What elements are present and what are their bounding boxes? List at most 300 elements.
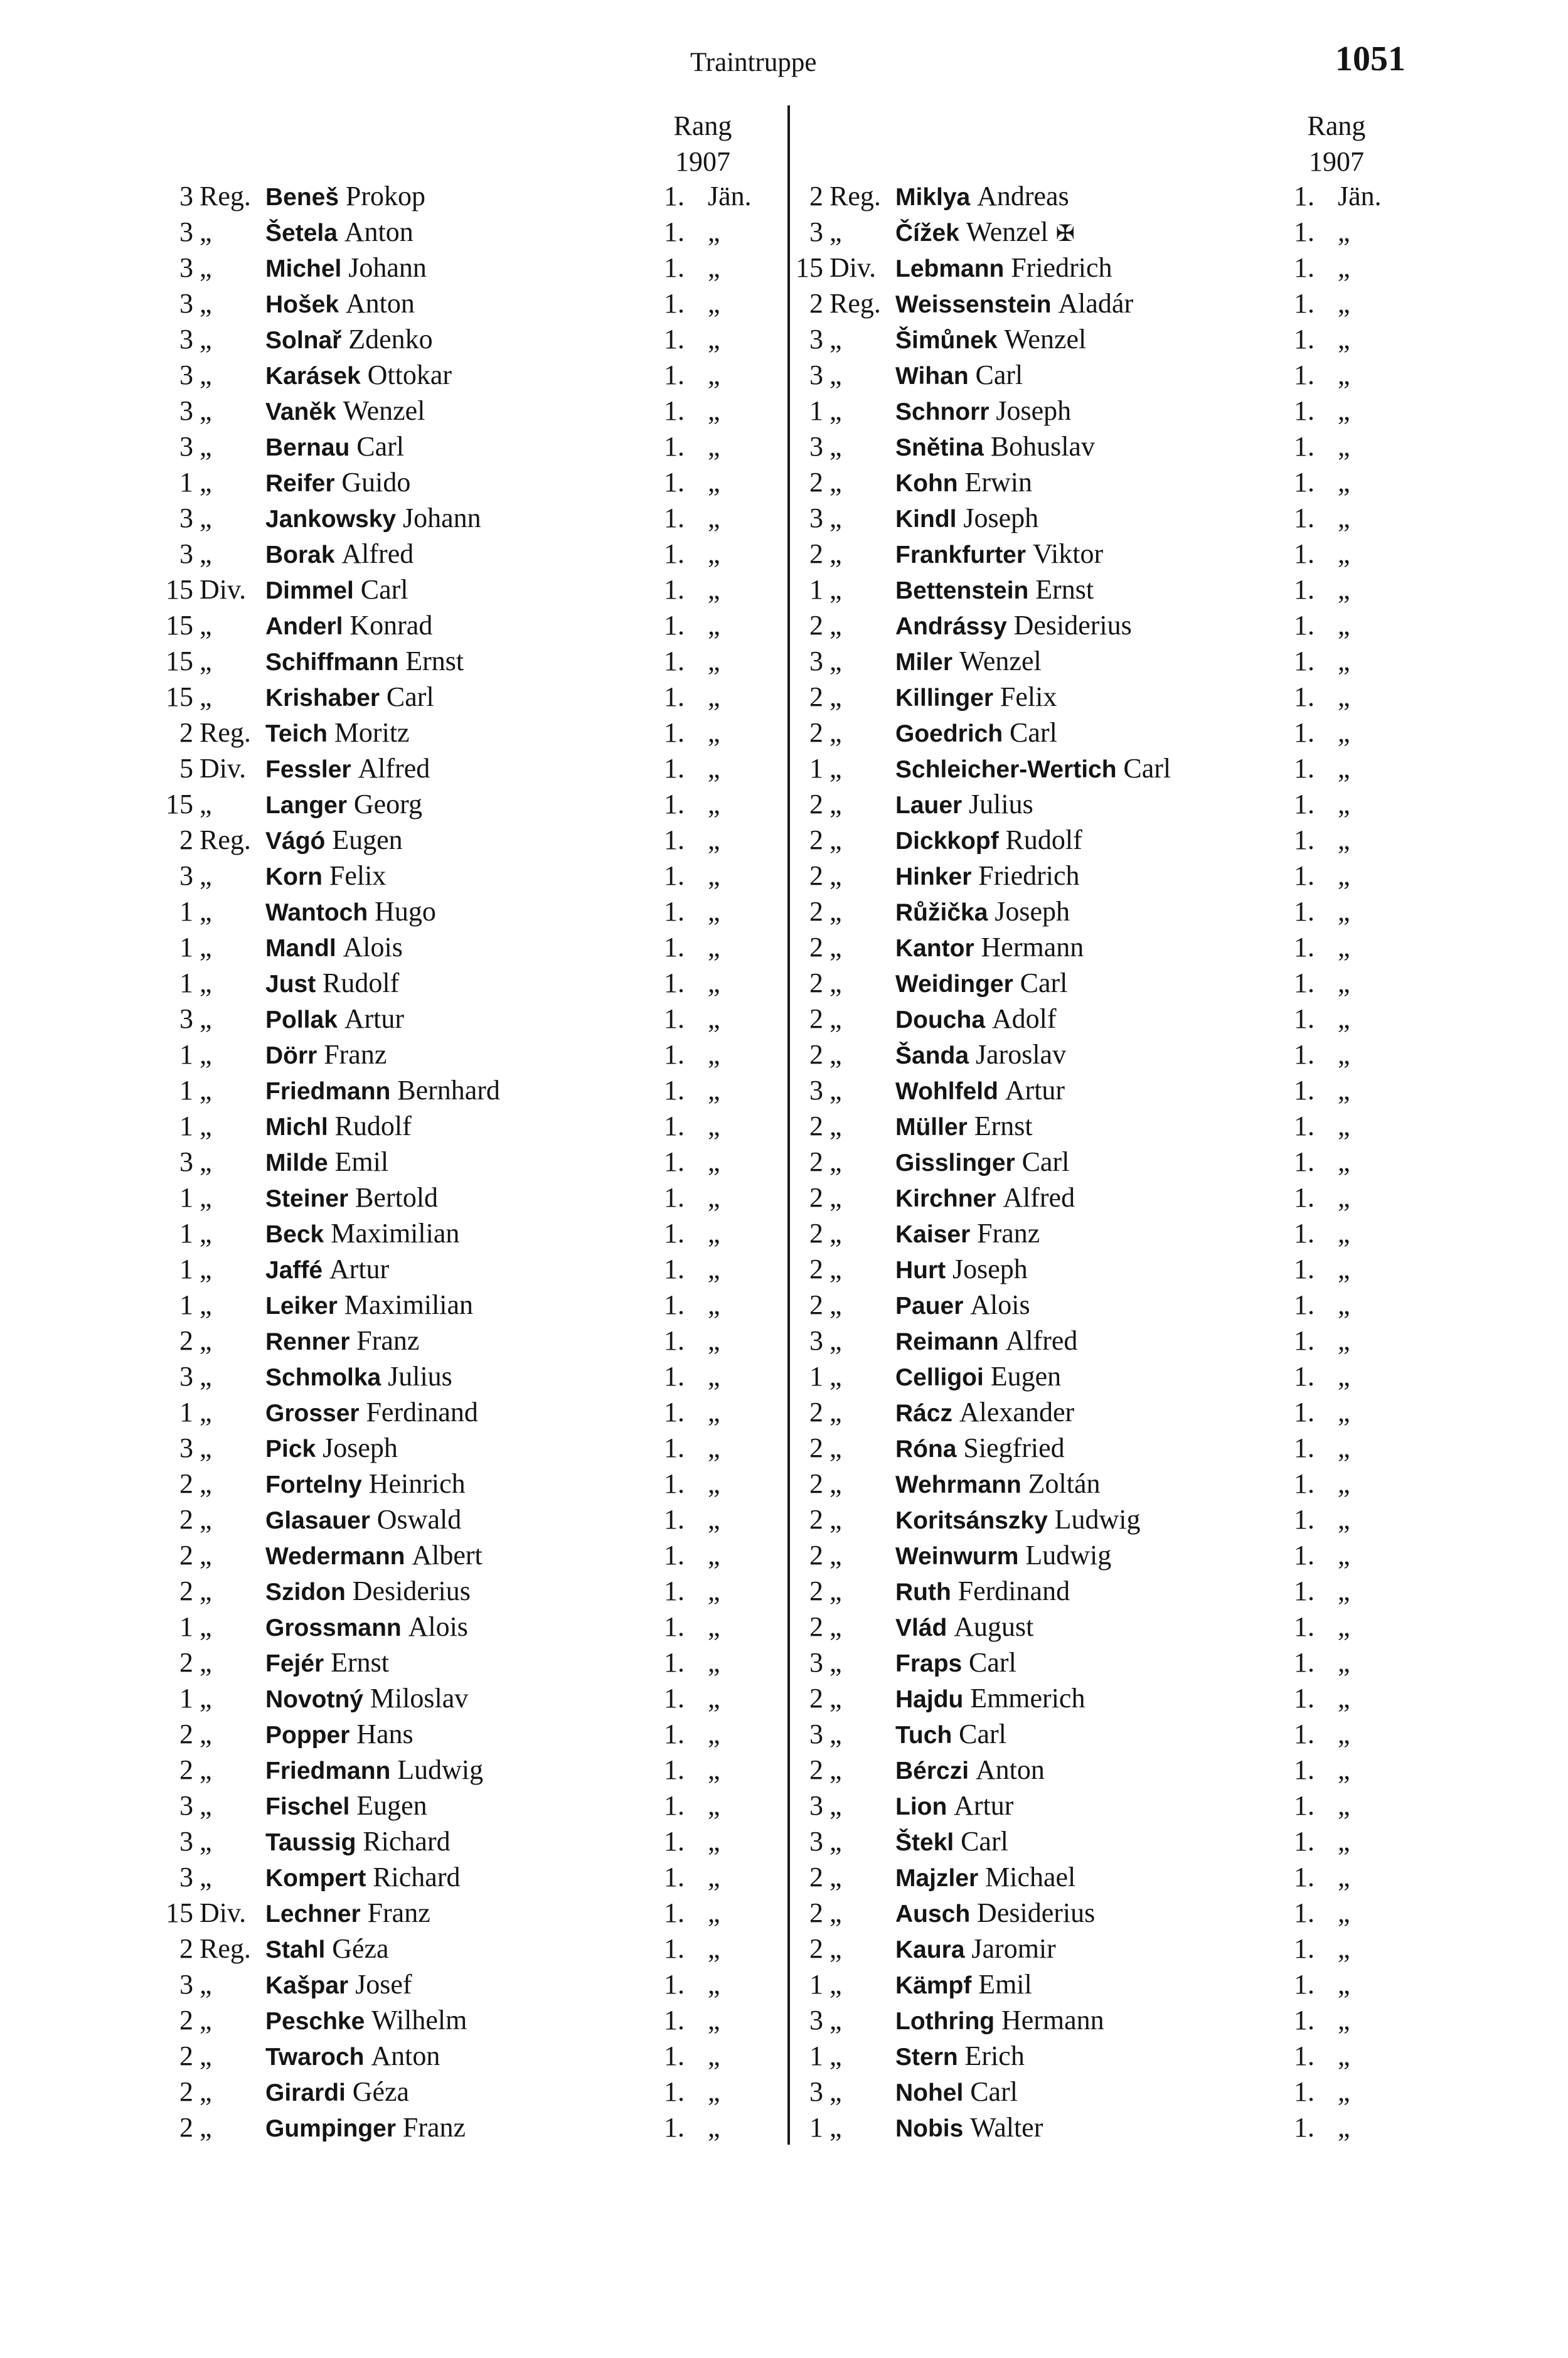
unit-type: „ bbox=[829, 1897, 842, 1928]
first-name: Konrad bbox=[349, 610, 433, 641]
rang-month: „ bbox=[708, 1289, 720, 1320]
unit-number: 2 bbox=[809, 1182, 823, 1213]
surname: Vágó Eugen bbox=[265, 824, 403, 855]
list-item bbox=[162, 321, 902, 357]
surname: Nohel Carl bbox=[895, 2076, 1018, 2107]
list-item bbox=[162, 1251, 902, 1287]
unit-number: 2 bbox=[809, 1111, 823, 1141]
unit-number: 2 bbox=[179, 824, 193, 855]
rang-day: 1. bbox=[1294, 1146, 1315, 1177]
rang-day: 1. bbox=[1294, 1075, 1315, 1106]
unit-number: 1 bbox=[179, 1611, 193, 1642]
unit-number: 3 bbox=[179, 1003, 193, 1034]
unit-number: 2 bbox=[809, 968, 823, 998]
list-item bbox=[792, 786, 1532, 822]
unit-number: 3 bbox=[809, 1325, 823, 1356]
surname: Bettenstein Ernst bbox=[895, 574, 1094, 605]
rang-month: „ bbox=[1338, 1826, 1350, 1857]
list-item bbox=[792, 1358, 1532, 1394]
unit-number: 2 bbox=[809, 1540, 823, 1571]
rang-day: 1. bbox=[1294, 610, 1315, 641]
rang-month: „ bbox=[708, 1218, 720, 1249]
unit-number: 15 bbox=[166, 681, 193, 712]
list-item bbox=[162, 464, 902, 500]
rang-year: 1907 bbox=[1309, 146, 1364, 177]
first-name: Eugen bbox=[356, 1790, 427, 1821]
surname: Kaiser Franz bbox=[895, 1218, 1040, 1249]
unit-type: „ bbox=[829, 860, 842, 891]
rang-month: „ bbox=[1338, 1611, 1350, 1642]
rang-month: „ bbox=[1338, 1754, 1350, 1785]
surname: Koritsánszky Ludwig bbox=[895, 1504, 1141, 1535]
first-name: Carl bbox=[970, 2076, 1018, 2107]
surname: Fejér Ernst bbox=[265, 1647, 389, 1678]
unit-number: 1 bbox=[179, 1075, 193, 1106]
rang-month: „ bbox=[1338, 2041, 1350, 2071]
rang-day: 1. bbox=[1294, 1683, 1315, 1714]
rang-month: „ bbox=[708, 252, 720, 283]
list-item bbox=[162, 1788, 902, 1823]
left-column-list bbox=[162, 178, 902, 2145]
first-name: Joseph bbox=[996, 395, 1072, 426]
rang-month: „ bbox=[708, 1897, 720, 1928]
unit-type: „ bbox=[200, 1218, 212, 1249]
unit-type: „ bbox=[829, 896, 842, 927]
unit-number: 2 bbox=[179, 1540, 193, 1571]
first-name: Felix bbox=[329, 860, 387, 891]
unit-type: „ bbox=[829, 1111, 842, 1141]
surname: Wihan Carl bbox=[895, 360, 1023, 390]
unit-type: Reg. bbox=[829, 181, 881, 211]
unit-type: „ bbox=[829, 467, 842, 498]
unit-type: „ bbox=[200, 1862, 212, 1892]
first-name: Carl bbox=[1123, 753, 1171, 784]
unit-number: 3 bbox=[179, 860, 193, 891]
surname: Rácz Alexander bbox=[895, 1397, 1075, 1427]
surname: Frankfurter Viktor bbox=[895, 538, 1104, 569]
unit-number: 2 bbox=[179, 1325, 193, 1356]
unit-type: „ bbox=[200, 1075, 212, 1106]
unit-type: „ bbox=[829, 1826, 842, 1857]
unit-number: 2 bbox=[809, 1397, 823, 1427]
rang-day: 1. bbox=[664, 2041, 685, 2071]
surname: Langer Georg bbox=[265, 789, 423, 819]
list-item bbox=[162, 393, 902, 429]
unit-number: 2 bbox=[809, 1504, 823, 1535]
surname: Šetela Anton bbox=[265, 216, 413, 247]
unit-number: 2 bbox=[809, 1432, 823, 1463]
rang-month: „ bbox=[708, 2076, 720, 2107]
unit-number: 3 bbox=[809, 1719, 823, 1749]
surname: Pauer Alois bbox=[895, 1289, 1030, 1320]
unit-type: „ bbox=[200, 860, 212, 891]
list-item bbox=[792, 1788, 1532, 1823]
list-item bbox=[162, 536, 902, 572]
unit-type: Reg. bbox=[200, 824, 251, 855]
unit-type: „ bbox=[200, 2041, 212, 2071]
list-item bbox=[162, 357, 902, 393]
unit-number: 2 bbox=[809, 824, 823, 855]
first-name: Ludwig bbox=[397, 1754, 484, 1785]
rang-day: 1. bbox=[664, 1540, 685, 1571]
list-item bbox=[162, 1108, 902, 1144]
list-item bbox=[162, 1931, 902, 1966]
list-item bbox=[792, 2038, 1532, 2074]
rang-day: 1. bbox=[664, 252, 685, 283]
first-name: Géza bbox=[352, 2076, 410, 2107]
unit-number: 2 bbox=[179, 2076, 193, 2107]
list-item bbox=[792, 250, 1532, 285]
first-name: Ernst bbox=[974, 1111, 1033, 1141]
rang-day: 1. bbox=[1294, 503, 1315, 533]
unit-number: 1 bbox=[809, 2041, 823, 2071]
cross-icon: ✠ bbox=[1055, 220, 1075, 246]
list-item bbox=[162, 822, 902, 858]
first-name: Johann bbox=[402, 503, 481, 533]
surname: Fischel Eugen bbox=[265, 1790, 427, 1821]
surname: Ausch Desiderius bbox=[895, 1897, 1096, 1928]
rang-day: 1. bbox=[1294, 1540, 1315, 1571]
surname: Dickkopf Rudolf bbox=[895, 824, 1082, 855]
rang-month: „ bbox=[708, 1719, 720, 1749]
list-item bbox=[162, 1144, 902, 1180]
list-item bbox=[162, 643, 902, 679]
surname: Ruth Ferdinand bbox=[895, 1576, 1070, 1606]
list-item bbox=[162, 679, 902, 715]
rang-day: 1. bbox=[1294, 288, 1315, 319]
unit-type: „ bbox=[829, 395, 842, 426]
first-name: Alfred bbox=[358, 753, 430, 784]
list-item bbox=[162, 1966, 902, 2002]
rang-day: 1. bbox=[664, 717, 685, 748]
rang-day: 1. bbox=[664, 1361, 685, 1392]
rang-day: 1. bbox=[1294, 2076, 1315, 2107]
first-name: Adolf bbox=[991, 1003, 1057, 1034]
unit-number: 1 bbox=[179, 1182, 193, 1213]
first-name: Richard bbox=[373, 1862, 461, 1892]
rang-month: „ bbox=[708, 2005, 720, 2035]
first-name: Desiderius bbox=[352, 1576, 471, 1606]
surname: Just Rudolf bbox=[265, 968, 400, 998]
rang-month: „ bbox=[1338, 503, 1350, 533]
unit-type: „ bbox=[200, 503, 212, 533]
rang-day: 1. bbox=[664, 360, 685, 390]
rang-month: „ bbox=[1338, 610, 1350, 641]
first-name: Carl bbox=[360, 574, 408, 605]
rang-day: 1. bbox=[1294, 824, 1315, 855]
unit-type: „ bbox=[829, 503, 842, 533]
first-name: Rudolf bbox=[323, 968, 400, 998]
unit-number: 2 bbox=[809, 1254, 823, 1284]
unit-type: „ bbox=[829, 1289, 842, 1320]
first-name: Carl bbox=[1010, 717, 1057, 748]
list-item bbox=[162, 1645, 902, 1680]
rang-month: „ bbox=[708, 216, 720, 247]
first-name: Ferdinand bbox=[366, 1397, 478, 1427]
surname: Schiffmann Ernst bbox=[265, 646, 464, 676]
rang-day: 1. bbox=[664, 431, 685, 462]
first-name: Franz bbox=[356, 1325, 420, 1356]
unit-number: 15 bbox=[166, 789, 193, 819]
first-name: Wenzel bbox=[959, 646, 1042, 676]
unit-type: „ bbox=[200, 1468, 212, 1499]
first-name: Heinrich bbox=[368, 1468, 466, 1499]
first-name: Josef bbox=[355, 1969, 412, 2000]
first-name: Carl bbox=[959, 1719, 1006, 1749]
rang-month: „ bbox=[708, 538, 720, 569]
rang-month: „ bbox=[708, 1790, 720, 1821]
unit-number: 2 bbox=[809, 896, 823, 927]
unit-type: „ bbox=[829, 824, 842, 855]
rang-label: Rang bbox=[1307, 110, 1366, 141]
rang-month: „ bbox=[1338, 717, 1350, 748]
rang-day: 1. bbox=[664, 1075, 685, 1106]
rang-month: „ bbox=[1338, 360, 1350, 390]
list-item bbox=[792, 1215, 1532, 1251]
rang-day: 1. bbox=[664, 1611, 685, 1642]
first-name: Richard bbox=[363, 1826, 451, 1857]
rang-month: „ bbox=[1338, 932, 1350, 963]
surname: Grosser Ferdinand bbox=[265, 1397, 478, 1427]
list-item bbox=[792, 1716, 1532, 1752]
list-item bbox=[792, 1108, 1532, 1144]
surname: Štekl Carl bbox=[895, 1826, 1008, 1857]
list-item bbox=[162, 1215, 902, 1251]
surname: Beck Maximilian bbox=[265, 1218, 460, 1249]
unit-type: „ bbox=[829, 360, 842, 390]
surname: Schmolka Julius bbox=[265, 1361, 452, 1392]
unit-type: „ bbox=[200, 1432, 212, 1463]
rang-month: „ bbox=[1338, 216, 1350, 247]
first-name: Johann bbox=[348, 252, 427, 283]
rang-day: 1. bbox=[1294, 789, 1315, 819]
surname: Majzler Michael bbox=[895, 1862, 1076, 1892]
list-item bbox=[162, 929, 902, 965]
surname: Růžička Joseph bbox=[895, 896, 1070, 927]
rang-day: 1. bbox=[664, 860, 685, 891]
unit-number: 2 bbox=[809, 1754, 823, 1785]
rang-month: „ bbox=[1338, 681, 1350, 712]
list-item bbox=[162, 1823, 902, 1859]
list-item bbox=[792, 1502, 1532, 1537]
rang-day: 1. bbox=[664, 503, 685, 533]
rang-day: 1. bbox=[1294, 1933, 1315, 1964]
rang-month: „ bbox=[1338, 1468, 1350, 1499]
surname: Kohn Erwin bbox=[895, 467, 1033, 498]
surname: Lion Artur bbox=[895, 1790, 1014, 1821]
rang-day: 1. bbox=[664, 1325, 685, 1356]
surname: Róna Siegfried bbox=[895, 1432, 1065, 1463]
unit-number: 3 bbox=[809, 2076, 823, 2107]
unit-type: „ bbox=[829, 431, 842, 462]
rang-month: „ bbox=[1338, 1397, 1350, 1427]
first-name: Artur bbox=[344, 1003, 405, 1034]
unit-number: 1 bbox=[179, 467, 193, 498]
rang-month: „ bbox=[1338, 789, 1350, 819]
first-name: Viktor bbox=[1032, 538, 1104, 569]
rang-day: 1. bbox=[664, 574, 685, 605]
rang-day: 1. bbox=[664, 610, 685, 641]
first-name: Ernst bbox=[1035, 574, 1094, 605]
unit-type: „ bbox=[829, 1647, 842, 1678]
first-name: Hermann bbox=[981, 932, 1084, 963]
surname: Čížek Wenzel ✠ bbox=[895, 216, 1075, 247]
surname: Weissenstein Aladár bbox=[895, 288, 1134, 319]
unit-number: 2 bbox=[179, 2112, 193, 2143]
unit-type: „ bbox=[200, 896, 212, 927]
first-name: Anton bbox=[371, 2041, 440, 2071]
surname: Doucha Adolf bbox=[895, 1003, 1057, 1034]
rang-day: 1. bbox=[1294, 1397, 1315, 1427]
first-name: Wenzel bbox=[1004, 324, 1087, 355]
list-item bbox=[792, 1895, 1532, 1931]
rang-day: 1. bbox=[1294, 2112, 1315, 2143]
rang-day: 1. bbox=[1294, 1182, 1315, 1213]
list-item bbox=[162, 1752, 902, 1788]
surname: Peschke Wilhelm bbox=[265, 2005, 467, 2035]
rang-day: 1. bbox=[1294, 1325, 1315, 1356]
rang-day: 1. bbox=[664, 1182, 685, 1213]
rang-month: „ bbox=[1338, 538, 1350, 569]
unit-type: „ bbox=[200, 1969, 212, 2000]
first-name: Erwin bbox=[964, 467, 1033, 498]
rang-month: „ bbox=[708, 324, 720, 355]
first-name: Artur bbox=[954, 1790, 1014, 1821]
rang-day: 1. bbox=[1294, 753, 1315, 784]
list-item bbox=[162, 750, 902, 786]
surname: Stahl Géza bbox=[265, 1933, 389, 1964]
unit-type: „ bbox=[829, 610, 842, 641]
rang-day: 1. bbox=[1294, 1826, 1315, 1857]
rang-month: „ bbox=[1338, 574, 1350, 605]
surname: Vaněk Wenzel bbox=[265, 395, 425, 426]
unit-number: 3 bbox=[179, 1969, 193, 2000]
unit-number: 3 bbox=[179, 1790, 193, 1821]
list-item bbox=[792, 429, 1532, 464]
surname: Popper Hans bbox=[265, 1719, 413, 1749]
rang-month: „ bbox=[1338, 968, 1350, 998]
unit-number: 1 bbox=[809, 2112, 823, 2143]
unit-type: „ bbox=[200, 1504, 212, 1535]
surname: Renner Franz bbox=[265, 1325, 420, 1356]
first-name: Rudolf bbox=[1005, 824, 1082, 855]
list-item bbox=[162, 1430, 902, 1466]
unit-number: 2 bbox=[809, 1146, 823, 1177]
rang-month: „ bbox=[1338, 1003, 1350, 1034]
rang-day: 1. bbox=[664, 968, 685, 998]
rang-day: 1. bbox=[664, 181, 685, 211]
list-item bbox=[162, 500, 902, 536]
surname: Bérczi Anton bbox=[895, 1754, 1045, 1785]
first-name: Hugo bbox=[375, 896, 436, 927]
rang-month: „ bbox=[708, 646, 720, 676]
unit-type: „ bbox=[200, 2112, 212, 2143]
rang-month: „ bbox=[708, 896, 720, 927]
rang-month: „ bbox=[1338, 1254, 1350, 1284]
unit-number: 3 bbox=[809, 1826, 823, 1857]
unit-type: „ bbox=[200, 1611, 212, 1642]
rang-day: 1. bbox=[1294, 860, 1315, 891]
surname: Twaroch Anton bbox=[265, 2041, 440, 2071]
first-name: Alfred bbox=[1003, 1182, 1075, 1213]
rang-month: „ bbox=[708, 1540, 720, 1571]
first-name: Carl bbox=[1020, 968, 1068, 998]
rang-day: 1. bbox=[664, 1254, 685, 1284]
rang-month: „ bbox=[1338, 1933, 1350, 1964]
rang-day: 1. bbox=[1294, 1254, 1315, 1284]
first-name: Bertold bbox=[355, 1182, 439, 1213]
rang-month: „ bbox=[1338, 2112, 1350, 2143]
unit-number: 3 bbox=[809, 2005, 823, 2035]
unit-number: 3 bbox=[809, 503, 823, 533]
rang-month: „ bbox=[1338, 860, 1350, 891]
rang-day: 1. bbox=[664, 395, 685, 426]
list-item bbox=[792, 1144, 1532, 1180]
rang-day: 1. bbox=[1294, 1862, 1315, 1892]
unit-number: 1 bbox=[179, 1039, 193, 1070]
first-name: Géza bbox=[332, 1933, 389, 1964]
surname: Schnorr Joseph bbox=[895, 395, 1072, 426]
unit-number: 1 bbox=[179, 1683, 193, 1714]
unit-type: Reg. bbox=[200, 1933, 251, 1964]
unit-type: „ bbox=[829, 1325, 842, 1356]
surname: Šimůnek Wenzel bbox=[895, 324, 1087, 355]
surname: Schleicher-Wertich Carl bbox=[895, 753, 1171, 784]
unit-type: „ bbox=[829, 1790, 842, 1821]
first-name: Andreas bbox=[977, 181, 1069, 211]
list-item bbox=[162, 715, 902, 750]
rang-day: 1. bbox=[664, 1647, 685, 1678]
unit-type: Reg. bbox=[200, 181, 251, 211]
surname: Dimmel Carl bbox=[265, 574, 408, 605]
surname: Novotný Miloslav bbox=[265, 1683, 469, 1714]
surname: Michl Rudolf bbox=[265, 1111, 412, 1141]
first-name: Julius bbox=[969, 789, 1033, 819]
unit-number: 1 bbox=[179, 1218, 193, 1249]
unit-number: 3 bbox=[809, 324, 823, 355]
rang-month: „ bbox=[708, 1075, 720, 1106]
first-name: Bernhard bbox=[397, 1075, 500, 1106]
rang-day: 1. bbox=[1294, 1611, 1315, 1642]
rang-month: „ bbox=[708, 574, 720, 605]
unit-type: „ bbox=[200, 681, 212, 712]
rang-month: „ bbox=[1338, 1862, 1350, 1892]
first-name: Franz bbox=[367, 1897, 430, 1928]
first-name: Ludwig bbox=[1025, 1540, 1112, 1571]
unit-number: 2 bbox=[809, 181, 823, 211]
unit-type: „ bbox=[200, 2005, 212, 2035]
unit-type: „ bbox=[200, 1540, 212, 1571]
unit-number: 3 bbox=[179, 216, 193, 247]
unit-number: 1 bbox=[179, 1111, 193, 1141]
list-item bbox=[792, 1823, 1532, 1859]
unit-type: „ bbox=[200, 1790, 212, 1821]
rang-month: Jän. bbox=[708, 181, 752, 211]
first-name: Emmerich bbox=[970, 1683, 1085, 1714]
list-item bbox=[792, 357, 1532, 393]
rang-day: 1. bbox=[1294, 681, 1315, 712]
rang-month: „ bbox=[708, 1003, 720, 1034]
unit-type: „ bbox=[829, 1432, 842, 1463]
unit-number: 3 bbox=[179, 395, 193, 426]
unit-type: Div. bbox=[200, 1897, 247, 1928]
unit-number: 1 bbox=[179, 968, 193, 998]
rang-month: „ bbox=[1338, 1039, 1350, 1070]
rang-day: 1. bbox=[1294, 1790, 1315, 1821]
list-item bbox=[162, 572, 902, 607]
unit-type: „ bbox=[829, 1361, 842, 1392]
rang-month: „ bbox=[1338, 467, 1350, 498]
